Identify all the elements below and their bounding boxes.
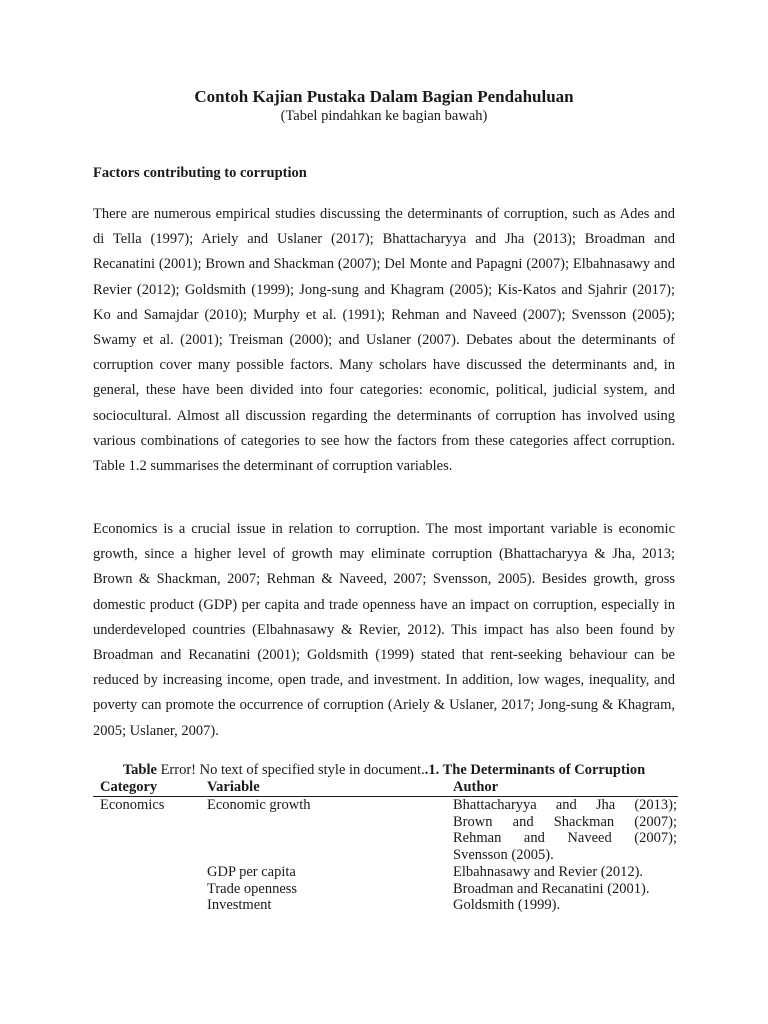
cell-variable: GDP per capita [207,864,296,880]
header-category: Category [100,779,158,795]
cell-author: Goldsmith (1999). [453,897,561,914]
table-row [93,881,678,898]
document-title: Contoh Kajian Pustaka Dalam Bagian Pendahuluan [194,87,574,106]
table-row [93,897,678,914]
header-author: Author [453,779,499,795]
author-line: Svensson (2005). [453,847,554,864]
table-caption-error: Error! No text of specified style in document. [156,762,425,778]
cell-variable: Trade openness [207,880,298,897]
author-line: Brown and Shackman (2007); [453,813,677,830]
cell-author: Broadman and Recanatini (2001). [453,880,650,897]
table-caption [0,761,768,779]
header-variable: Variable [207,779,260,795]
table-header-row [93,779,678,797]
section-heading: Factors contributing to corruption [93,165,307,181]
document-subtitle: (Tabel pindahkan ke bagian bawah) [280,108,488,124]
cell-author: Elbahnasawy and Revier (2012). [453,864,644,880]
author-line: Bhattacharyya and Jha (2013); [453,797,677,813]
cell-variable: Investment [207,897,272,914]
table-caption-label: Table [122,762,157,778]
determinants-table [93,779,678,914]
author-line: Rehman and Naveed (2007); [453,830,677,847]
paragraph: Economics is a crucial issue in relation to corruption. The most important variable is economic growth, since a higher level of growth may eliminate corruption (Bhattacharyya & Jha, 2013; Brown & Shackman, 2007; Rehman & Naveed, 2007; Svensson, 2005). Besides growth, gross domestic product (GDP) per capita and trade openness have an impact on corruption, especially in underdeveloped countries (Elbahnasawy & Revier, 2012). This impact has also been found by Broadman and Recanatini (2001); Goldsmith (1999) stated that rent-seeking behaviour can be reduced by increasing income, open trade, and investment. In addition, low wages, inequality, and poverty can promote the occurrence of corruption (Ariely & Uslaner, 2017; Jong-sung & Khagram, 2005; Uslaner, 2007). [93,521,675,739]
table-row [93,864,678,881]
table-row [93,797,678,864]
table-caption-title: .1. The Determinants of Corruption [424,762,646,778]
cell-author [453,797,677,864]
cell-variable: Economic growth [207,797,311,813]
paragraph: There are numerous empirical studies discussing the determinants of corruption, such as Ades and di Tella (1997); Ariely and Uslaner (2017); Bhattacharyya and Jha (2013); Broadman and Recanatini (2001); Brown and Shackman (2007); Del Monte and Papagni (2007); Elbahnasawy and Revier (2012); Goldsmith (1999); Jong-sung and Khagram (2005); Kis-Katos and Sjahrir (2017); Ko and Samajdar (2010); Murphy et al. (1991); Rehman and Naveed (2007); Svensson (2005); Swamy et al. (2001); Treisman (2000); and Uslaner (2007). Debates about the determinants of corruption cover many possible factors. Many scholars have discussed the determinants and, in general, these have been divided into four categories: economic, political, judicial system, and sociocultural. Almost all discussion regarding the determinants of corruption has involved using various combinations of categories to see how the factors from these categories affect corruption. Table 1.2 summarises the determinant of corruption variables. [93,206,675,475]
cell-category: Economics [100,797,165,813]
